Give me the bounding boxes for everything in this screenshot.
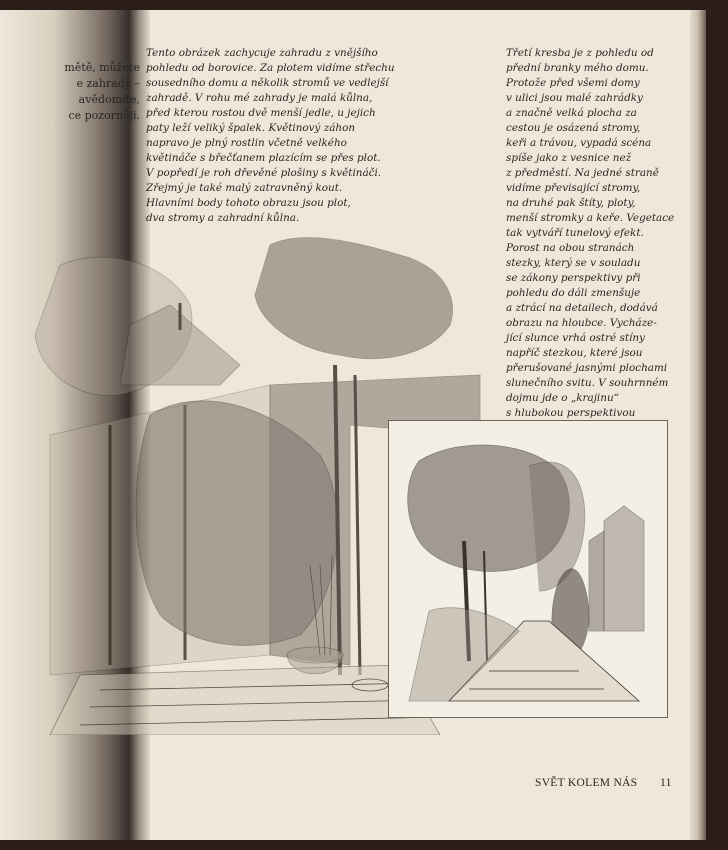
text-line: tak vytváří tunelový efekt. [506, 227, 644, 239]
text-line: Protože před všemi domy [506, 77, 640, 89]
text-line: dojmu jde o „krajinu“ [506, 392, 619, 404]
text-line: stezky, který se v souladu [506, 257, 641, 269]
text-line: z předměstí. Na jedné straně [506, 167, 659, 179]
text-line: přední branky mého domu. [506, 62, 649, 74]
text-line: vidíme převisající stromy, [506, 182, 641, 194]
text-line: květináče s břečťanem plazícím se přes plot. [146, 152, 381, 164]
left-snippet-line: e zahrady – [76, 77, 140, 90]
text-column-left [146, 46, 398, 226]
text-line: na druhé pak štíty, ploty, [506, 197, 636, 209]
left-page-text-fragment [20, 60, 140, 124]
text-line: paty leží veliký špalek. Květinový záhon [146, 122, 356, 134]
text-line: přerušované jasnými plochami [506, 362, 668, 374]
left-snippet-line: mětě, můžete [64, 61, 140, 74]
text-line: V popředí je roh dřevěné plošiny s květináči. [146, 167, 382, 179]
text-line: Zřejmý je také malý zatravněný kout. [146, 182, 343, 194]
text-line: slunečního svitu. V souhrnném [506, 377, 669, 389]
text-line: zahradě. V rohu mé zahrady je malá kůlna, [146, 92, 373, 104]
text-line: před kterou rostou dvě menší jedle, u jejich [146, 107, 376, 119]
text-line: napravo je plný rostlin včetně velkého [146, 137, 347, 149]
text-line: menší stromky a keře. Vegetace [506, 212, 675, 224]
text-line: s hlubokou perspektivou [506, 407, 636, 419]
text-line: jící slunce vrhá ostré stíny [506, 332, 645, 344]
page-number: 11 [660, 777, 672, 789]
page-edge [690, 10, 706, 840]
text-line: obrazu na hloubce. Vycháze- [506, 317, 657, 329]
lane-sketch-illustration [389, 421, 667, 717]
text-line: sousedního domu a několik stromů ve vedlejší [146, 77, 389, 89]
text-line: dva stromy a zahradní kůlna. [146, 212, 300, 224]
text-line: Hlavními body tohoto obrazu jsou plot, [146, 197, 351, 209]
text-line: a ztrácí na detailech, dodává [506, 302, 658, 314]
text-line: pohledu do dáli zmenšuje [506, 287, 641, 299]
text-column-right [506, 46, 682, 436]
text-line: se zákony perspektivy při [506, 272, 641, 284]
text-line: Tento obrázek zachycuje zahradu z vnějšího [146, 47, 378, 59]
text-line: cestou je osázená stromy, [506, 122, 641, 134]
inset-lane-sketch [388, 420, 668, 718]
text-line: keři a trávou, vypadá scéna [506, 137, 652, 149]
text-line: Porost na obou stranách [506, 242, 635, 254]
text-line: napříč stezkou, které jsou [506, 347, 643, 359]
left-snippet-line: ce pozorněji. [68, 109, 140, 122]
left-snippet-line: avědomíte, [78, 93, 140, 106]
text-line: v ulici jsou malé zahrádky [506, 92, 643, 104]
text-line: spíše jako z vesnice než [506, 152, 632, 164]
text-line: Třetí kresba je z pohledu od [506, 47, 654, 59]
text-line: a značně velká plocha za [506, 107, 637, 119]
text-line: pohledu od borovice. Za plotem vidíme střechu [146, 62, 395, 74]
running-footer-title: SVĚT KOLEM NÁS [535, 777, 638, 789]
